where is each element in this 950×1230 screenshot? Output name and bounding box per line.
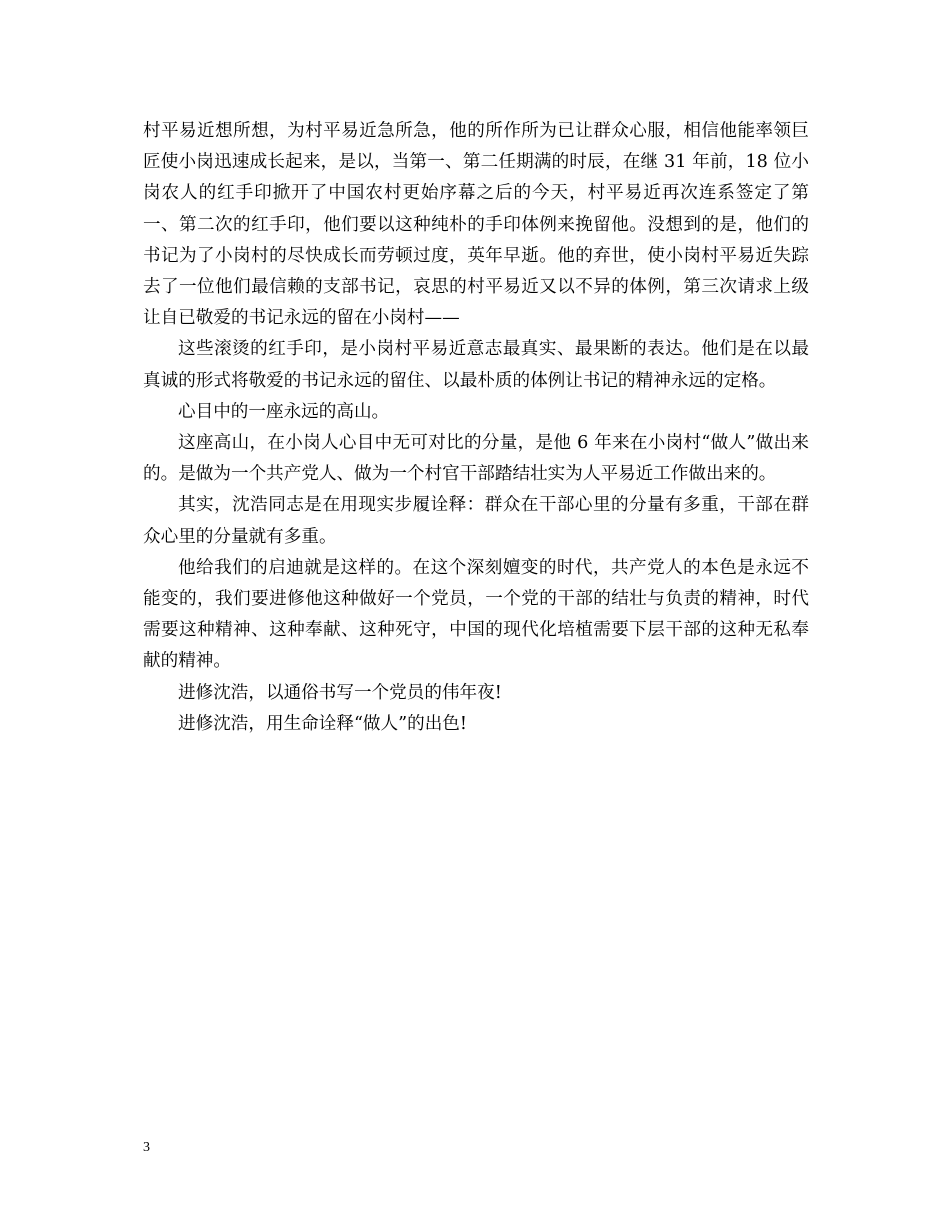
paragraph-6: 他给我们的启迪就是这样的。在这个深刻嬗变的时代，共产党人的本色是永远不能变的，我们要进修他这种做好一个党员，一个党的干部的结壮与负责的精神，时代需要这种精神、这种奉献、这种死守，中国的现代化培植需要下层干部的这种无私奉献的精神。 — [143, 557, 809, 672]
paragraph-4: 这座高山，在小岗人心目中无可对比的分量，是他 6 年来在小岗村“做人”做出来的。是做为一个共产党人、做为一个村官干部踏结壮实为人平易近工作做出来的。 — [143, 433, 809, 485]
paragraph-3: 心目中的一座永远的高山。 — [178, 401, 390, 422]
page-number: 3 — [143, 1140, 150, 1155]
paragraph-1: 村平易近想所想，为村平易近急所急，他的所作所为已让群众心服，相信他能率领巨匠使小岗迅速成长起来，是以，当第一、第二任期满的时辰，在继 31 年前，18 位小岗农人的红手印掀开了中国农村更始序幕之后的今天，村平易近再次连系签定了第一、第二次的红手印，他们要以这种纯朴的手印体例来挽留他。没想到的是，他们的书记为了小岗村的尽快成长而劳顿过度，英年早逝。他的弃世，使小岗村平易近失踪去了一位他们最信赖的支部书记，哀思的村平易近又以不异的体例，第三次请求上级让自已敬爱的书记永远的留在小岗村—— — [143, 121, 809, 329]
paragraph-2: 这些滚烫的红手印，是小岗村平易近意志最真实、最果断的表达。他们是在以最真诚的形式将敬爱的书记永远的留住、以最朴质的体例让书记的精神永远的定格。 — [143, 339, 809, 391]
paragraph-7: 进修沈浩，以通俗书写一个党员的伟年夜! — [178, 682, 502, 703]
paragraph-8: 进修沈浩，用生命诠释“做人”的出色! — [178, 713, 467, 734]
document-body — [143, 116, 809, 740]
paragraph-5: 其实，沈浩同志是在用现实步履诠释：群众在干部心里的分量有多重，干部在群众心里的分量就有多重。 — [143, 495, 809, 547]
